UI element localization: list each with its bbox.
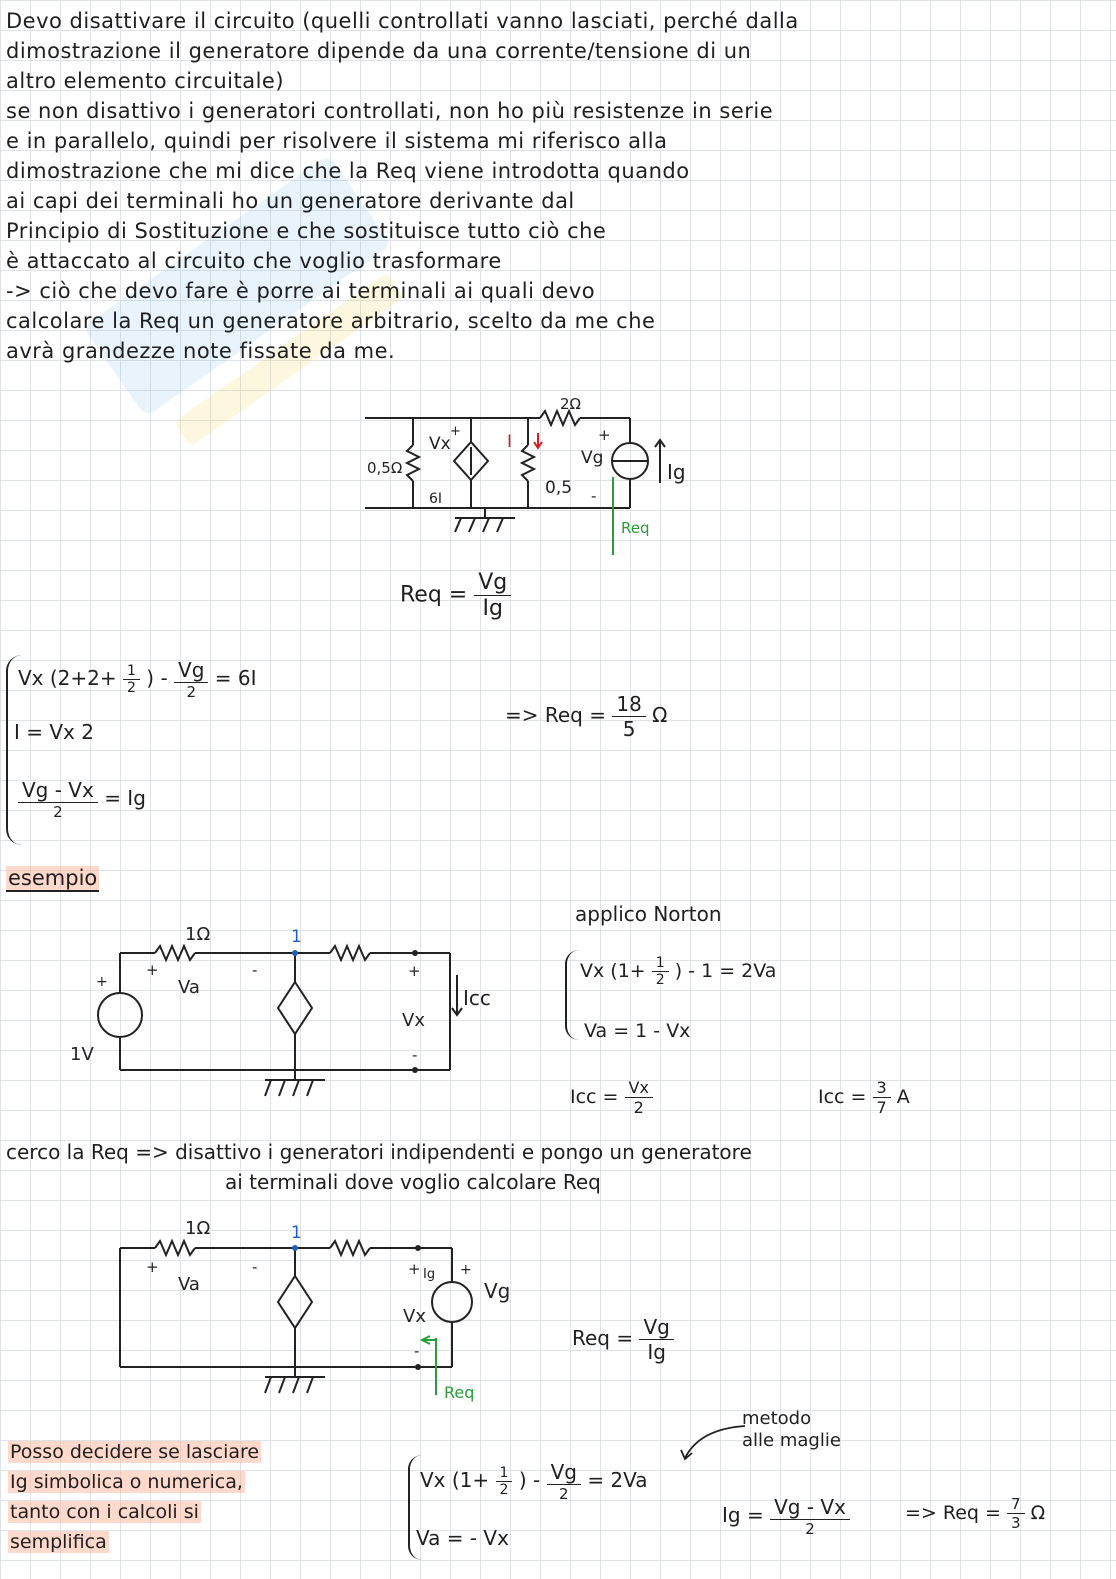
circuit-3-va-label: Va — [178, 1274, 200, 1295]
circuit-3-vg-label: Vg — [484, 1279, 511, 1303]
intro-line: calcolare la Req un generatore arbitrario, scelto da me che — [6, 309, 656, 333]
circuit-3-vx-plus: + — [408, 1260, 421, 1278]
circuit-3-vx-label: Vx — [403, 1306, 426, 1327]
system-1-eq1-half-num: 1 — [123, 663, 140, 680]
system-1-eq1-half-den: 2 — [127, 680, 136, 696]
norton-icc-num: Vx — [625, 1078, 653, 1098]
system-1-eq1 — [18, 658, 257, 701]
req-formula-2-den: Ig — [647, 1340, 666, 1364]
system-2-eq1-frac — [547, 1460, 581, 1503]
norton-icc-result — [818, 1078, 910, 1117]
norton-icc-result-unit: A — [896, 1086, 910, 1108]
find-req-line-1: cerco la Req => disattivo i generatori indipendenti e pongo un generatore — [6, 1140, 752, 1164]
circuit-3-node-label: 1 — [291, 1223, 302, 1243]
system-1-eq1-b: ) - — [146, 666, 168, 690]
intro-line: -> ciò che devo fare è porre ai terminali ai quali devo — [6, 279, 596, 303]
circuit-2-node-label: 1 — [291, 927, 302, 947]
mesh-note-line: metodo — [742, 1408, 812, 1429]
circuit-2-va-plus: + — [146, 961, 159, 979]
result-2-num: 7 — [1007, 1495, 1025, 1514]
intro-line: e in parallelo, quindi per risolvere il sistema mi riferisco alla — [6, 129, 668, 153]
norton-icc-lhs: Icc = — [570, 1086, 619, 1108]
circuit-1-ig-label: Ig — [667, 460, 686, 484]
circuit-1-vg-label: Vg — [581, 448, 604, 468]
note-line: semplifica — [10, 1531, 107, 1553]
circuit-1-current-label: I — [507, 432, 513, 452]
req-formula-2-lhs: Req = — [572, 1326, 634, 1350]
system-2-eq1-frac-num: Vg — [547, 1460, 581, 1485]
note-line: Posso decidere se lasciare — [10, 1441, 260, 1463]
circuit-1-diagram — [355, 385, 715, 565]
circuit-2-vx-label: Vx — [402, 1010, 425, 1031]
intro-line: dimostrazione che mi dice che la Req viene introdotta quando — [6, 159, 690, 183]
norton-icc-frac — [625, 1078, 653, 1117]
circuit-2-diagram — [60, 920, 530, 1110]
circuit-3-va-plus: + — [146, 1258, 159, 1276]
norton-icc-den: 2 — [633, 1098, 644, 1117]
result-2-lhs: => Req = — [905, 1502, 1001, 1524]
circuit-3-va-minus: - — [252, 1258, 258, 1276]
result-1-lhs: => Req = — [505, 703, 606, 727]
system-2-eq1 — [420, 1460, 648, 1503]
find-req-line-2: ai terminali dove voglio calcolare Req — [225, 1170, 601, 1194]
norton-icc-result-den: 7 — [876, 1098, 887, 1117]
norton-eq1-a: Vx (1+ — [580, 960, 646, 982]
mesh-note-arrow — [675, 1420, 755, 1465]
ig-equation — [722, 1495, 850, 1538]
circuit-2-va-label: Va — [178, 977, 200, 998]
circuit-1-r3-label: 2Ω — [560, 395, 582, 413]
ig-equation-num: Vg - Vx — [770, 1495, 850, 1520]
result-2-unit: Ω — [1030, 1502, 1046, 1524]
ig-equation-frac — [770, 1495, 850, 1538]
system-1-eq3-frac — [18, 778, 98, 821]
circuit-3-vg-plus: + — [460, 1262, 472, 1278]
note-line: tanto con i calcoli si — [10, 1501, 199, 1523]
intro-paragraph — [6, 6, 1106, 366]
note-line: Ig simbolica o numerica, — [10, 1471, 243, 1493]
system-1-eq1-frac-num: Vg — [174, 658, 208, 683]
intro-line: dimostrazione il generatore dipende da una corrente/tensione di un — [6, 39, 752, 63]
norton-eq1-frac — [652, 955, 669, 988]
req-formula-2-num: Vg — [639, 1315, 673, 1340]
norton-icc-result-lhs: Icc = — [818, 1086, 867, 1108]
circuit-3-vx-minus: - — [414, 1342, 420, 1360]
system-2-eq1-half-num: 1 — [496, 1465, 513, 1482]
circuit-2-va-minus: - — [252, 961, 258, 979]
circuit-2-icc-label: Icc — [463, 986, 491, 1010]
result-2 — [905, 1495, 1045, 1532]
ig-equation-lhs: Ig = — [722, 1503, 764, 1527]
circuit-1-vx-label: Vx — [429, 434, 451, 454]
system-1-eq2: I = Vx 2 — [14, 720, 94, 744]
req-formula-2-fraction — [639, 1315, 673, 1364]
mesh-note-line: alle maglie — [742, 1430, 841, 1451]
result-1-den: 5 — [622, 717, 636, 741]
circuit-1-r1-label: 0,5Ω — [367, 459, 403, 477]
intro-line: altro elemento circuitale) — [6, 69, 285, 93]
norton-icc-result-num: 3 — [873, 1078, 891, 1098]
norton-eq1-num: 1 — [652, 955, 669, 972]
req-formula-1 — [400, 570, 511, 621]
system-1-eq1-frac-den: 2 — [186, 683, 197, 701]
result-1-fraction — [612, 692, 645, 741]
circuit-2-vx-minus: - — [412, 1046, 418, 1064]
intro-line: Devo disattivare il circuito (quelli controllati vanno lasciati, perché dalla — [6, 9, 799, 33]
ig-equation-den: 2 — [805, 1520, 815, 1538]
norton-eq1-b: ) - 1 = 2Va — [674, 960, 777, 982]
circuit-1-dep-label: 6I — [429, 491, 443, 507]
system-2-eq1-b: ) - — [518, 1468, 541, 1492]
norton-title: applico Norton — [575, 902, 722, 926]
norton-eq1 — [580, 955, 776, 988]
req-formula-1-den: Ig — [482, 596, 503, 621]
circuit-2-r1-label: 1Ω — [185, 924, 211, 945]
result-1-num: 18 — [612, 692, 645, 717]
circuit-1-req-label: Req — [621, 519, 650, 537]
system-1-eq1-frac — [174, 658, 208, 701]
system-2-eq1-frac-den: 2 — [558, 1485, 569, 1503]
result-1 — [505, 692, 667, 741]
req-formula-2 — [572, 1315, 674, 1364]
req-formula-1-lhs: Req = — [400, 582, 468, 608]
circuit-2-src-plus: + — [96, 974, 108, 990]
circuit-3-req-label: Req — [444, 1383, 475, 1402]
circuit-3-diagram — [100, 1210, 540, 1410]
norton-brace — [565, 950, 579, 1040]
system-2-eq1-c: = 2Va — [587, 1468, 648, 1492]
circuit-1-vg-minus: - — [591, 487, 597, 505]
circuit-3-ig-label: Ig — [423, 1267, 436, 1282]
result-1-unit: Ω — [652, 703, 668, 727]
req-formula-1-num: Vg — [474, 570, 511, 596]
intro-line: è attaccato al circuito che voglio trasformare — [6, 249, 502, 273]
mesh-note — [742, 1408, 841, 1452]
circuit-3-r1-label: 1Ω — [185, 1218, 211, 1239]
system-2-eq1-a: Vx (1+ — [420, 1468, 490, 1492]
system-1-eq3-den: 2 — [53, 803, 63, 821]
norton-icc — [570, 1078, 653, 1117]
circuit-2-vx-plus: + — [408, 962, 421, 980]
example-label-text: esempio — [8, 866, 98, 890]
result-2-fraction — [1007, 1495, 1025, 1532]
system-1-eq1-a: Vx (2+2+ — [18, 666, 117, 690]
system-1-eq1-half — [123, 663, 140, 696]
system-2-eq1-half — [496, 1465, 513, 1498]
norton-eq1-den: 2 — [655, 972, 665, 988]
example-label — [6, 866, 99, 890]
intro-line: se non disattivo i generatori controllati, non ho più resistenze in serie — [6, 99, 774, 123]
result-2-den: 3 — [1010, 1514, 1021, 1532]
circuit-1-plus: + — [450, 424, 461, 439]
system-1-eq1-c: = 6I — [214, 666, 257, 690]
circuit-1-r2-label: 0,5 — [545, 478, 573, 498]
circuit-1-vg-plus: + — [598, 426, 611, 444]
system-1-eq3 — [18, 778, 146, 821]
note-block — [8, 1437, 261, 1557]
norton-eq2: Va = 1 - Vx — [584, 1020, 691, 1042]
req-formula-1-fraction — [474, 570, 511, 621]
system-2-eq1-half-den: 2 — [499, 1482, 509, 1498]
intro-line: ai capi dei terminali ho un generatore derivante dal — [6, 189, 575, 213]
intro-line: avrà grandezze note fissate da me. — [6, 339, 396, 363]
circuit-2-src-label: 1V — [70, 1044, 94, 1065]
intro-line: Principio di Sostituzione e che sostituisce tutto ciò che — [6, 219, 607, 243]
system-2-eq2: Va = - Vx — [416, 1526, 509, 1550]
system-1-eq3-rhs: = Ig — [104, 786, 146, 810]
norton-icc-result-frac — [873, 1078, 891, 1117]
system-1-eq3-num: Vg - Vx — [18, 778, 98, 803]
